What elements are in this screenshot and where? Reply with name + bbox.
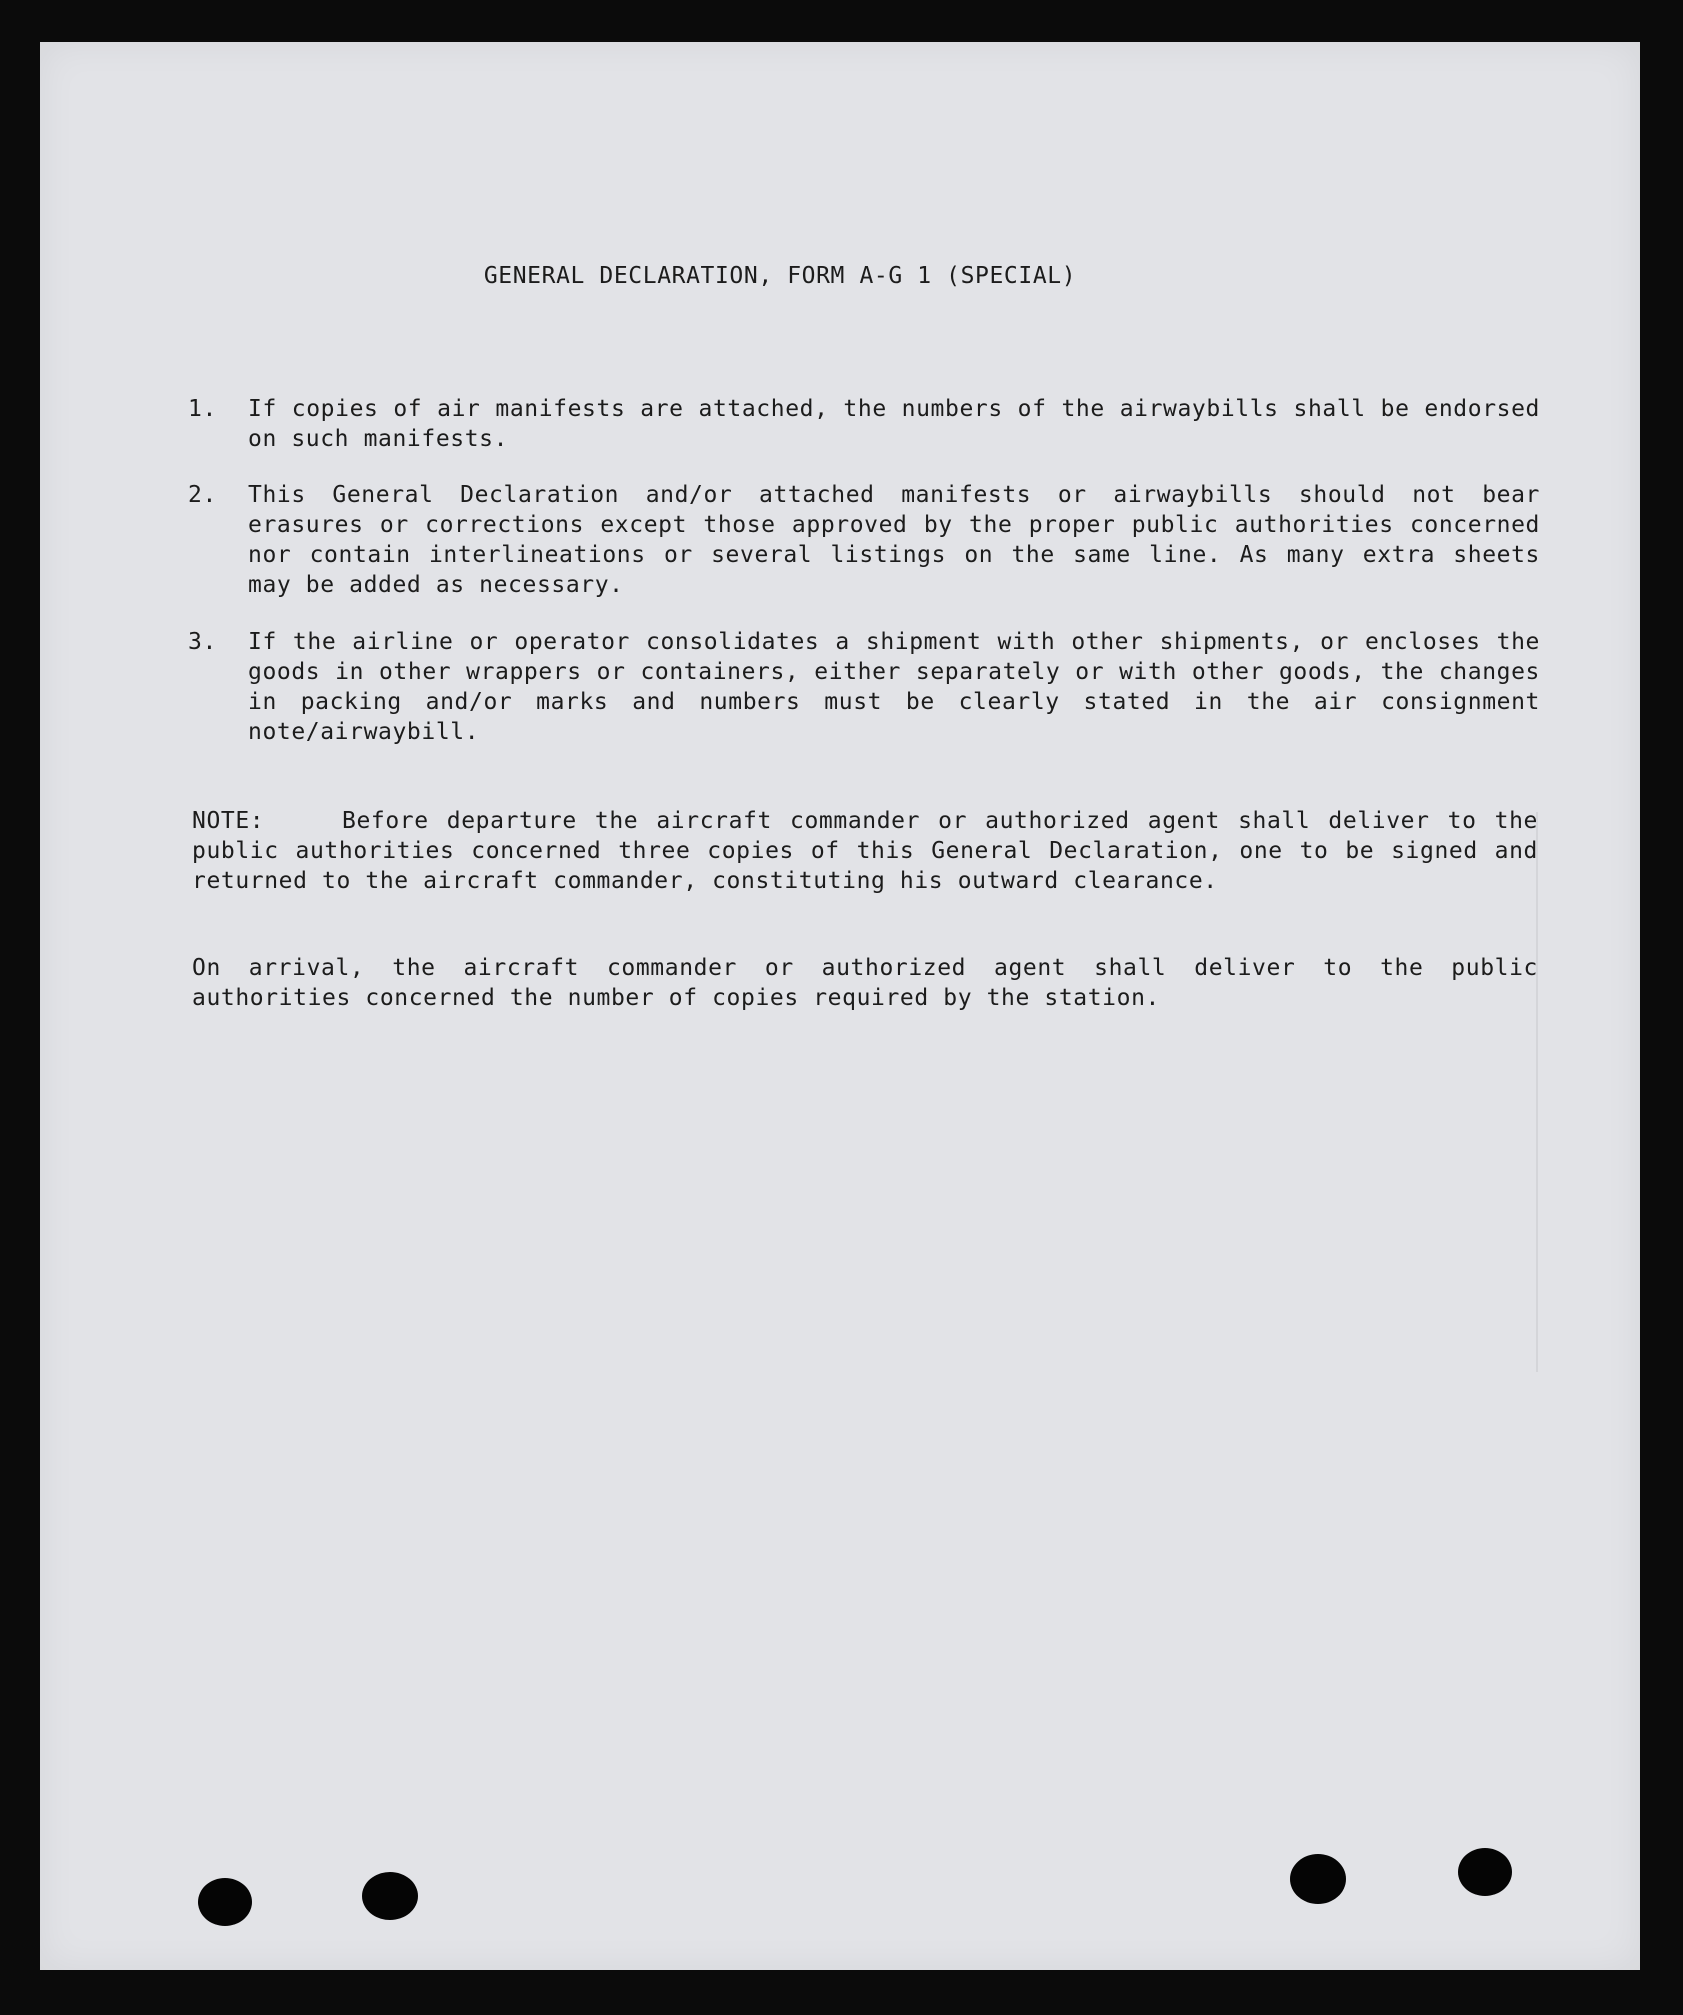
item-number: 3. — [188, 629, 217, 655]
page-title: GENERAL DECLARATION, FORM A-G 1 (SPECIAL) — [483, 263, 1077, 289]
list-item-1 — [188, 394, 1540, 454]
item-number: 2. — [188, 482, 217, 508]
list-item-3 — [188, 627, 1540, 747]
item-text: If copies of air manifests are attached, the numbers of the airwaybills shall be endorsed on such manifests. — [248, 396, 1540, 452]
punch-hole — [1290, 1854, 1346, 1904]
list-item-2 — [188, 480, 1540, 600]
punch-hole — [362, 1872, 418, 1920]
item-number: 1. — [188, 396, 217, 422]
note-paragraph — [192, 806, 1538, 896]
paper-crease — [1536, 812, 1538, 1372]
document-page — [40, 42, 1640, 1970]
note-label: NOTE: — [192, 808, 265, 834]
punch-hole — [198, 1878, 252, 1926]
item-text: If the airline or operator consolidates a shipment with other shipments, or encloses the goods in other wrappers or containers, either separately or with other goods, the changes in packing and/or marks and numbers must be clearly stated in the air consignment note/airwaybill. — [248, 629, 1540, 745]
punch-hole — [1458, 1848, 1512, 1896]
arrival-paragraph: On arrival, the aircraft commander or authorized agent shall deliver to the public authorities concerned the number of copies required by the station. — [192, 955, 1538, 1011]
note-text: Before departure the aircraft commander or authorized agent shall deliver to the public authorities concerned three copies of this General Declaration, one to be signed and returned to the aircraft commander, constituting his outward clearance. — [192, 808, 1538, 894]
item-text: This General Declaration and/or attached manifests or airwaybills should not bear erasures or corrections except those approved by the proper public authorities concerned nor contain interlineations or several listings on the same line. As many extra sheets may be added as necessary. — [248, 482, 1540, 598]
